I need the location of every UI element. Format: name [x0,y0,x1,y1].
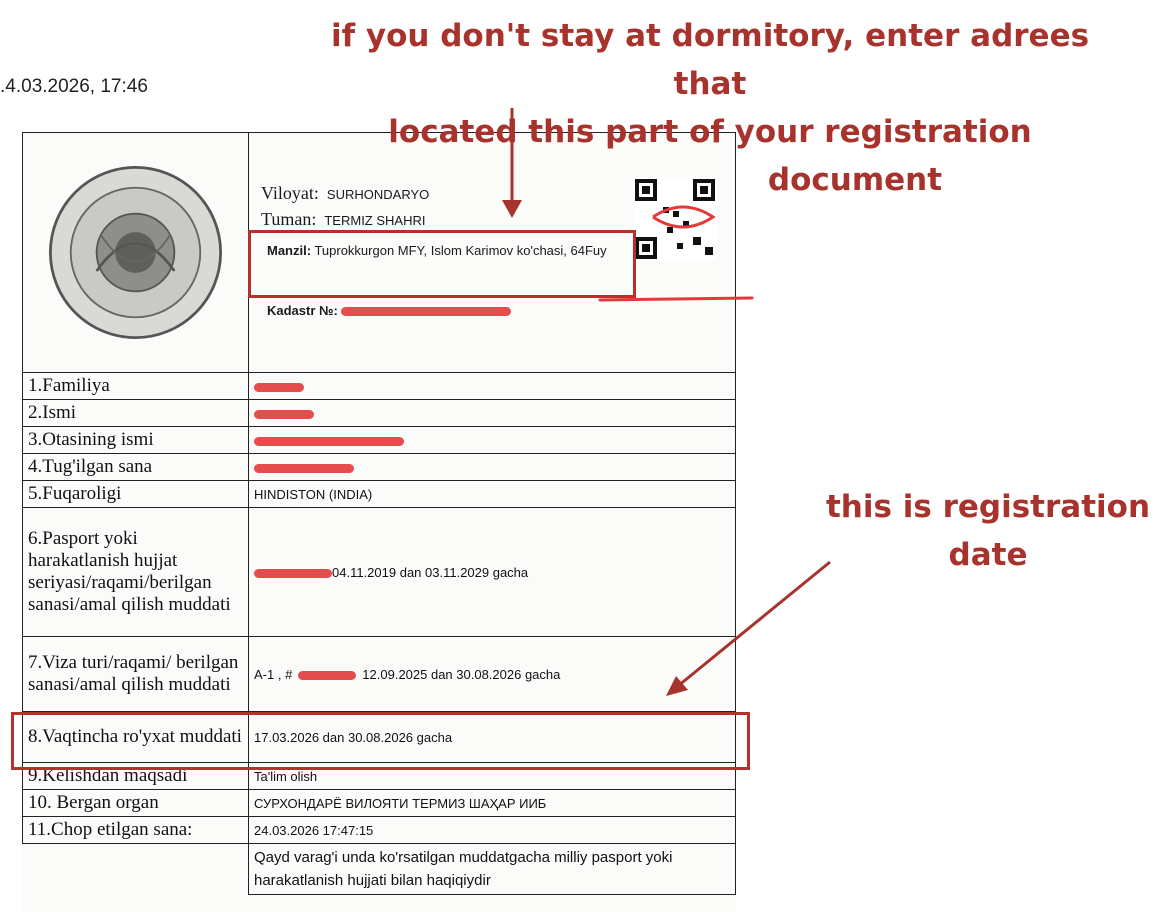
row-value: Ta'lim olish [249,763,736,790]
arrow-down-icon [502,108,522,218]
row-value: HINDISTON (INDIA) [249,481,736,508]
visa-validity: 12.09.2025 dan 30.08.2026 gacha [362,666,561,682]
row-value: 24.03.2026 17:47:15 [249,817,736,844]
kadastr-label: Kadastr №: [267,303,338,318]
viloyat-value: SURHONDARYO [326,187,430,202]
footer-note: Qayd varag'i unda ko'rsatilgan muddatgacha milliy pasport yoki harakatlanish hujjati bilan haqiqiydir [249,844,736,895]
row-label: 8.Vaqtincha ro'yxat muddati [23,712,249,763]
tuman-label: Tuman: [261,209,317,229]
annotation-line: date [948,537,1028,573]
tuman-value: TERMIZ SHAHRI [324,213,426,228]
redaction-mark [600,298,752,300]
manzil-label: Manzil: [267,243,312,258]
viloyat-label: Viloyat: [261,183,319,203]
registration-period: 17.03.2026 dan 30.08.2026 gacha [249,712,736,763]
annotation-line: if you don't stay at dormitory, enter adrees that [330,18,1090,102]
print-timestamp: .4.03.2026, 17:46 [0,76,148,97]
visa-type: A-1 , # [254,666,293,682]
row-label: 5.Fuqaroligi [23,481,249,508]
manzil-value: Tuprokkurgon MFY, Islom Karimov ko'chasi, 64Fuy [314,243,607,258]
row-label: 3.Otasining ismi [23,427,249,454]
row-label: 1.Familiya [23,373,249,400]
row-label: 7.Viza turi/raqami/ berilgan sanasi/amal qilish muddati [23,637,249,712]
passport-validity: 04.11.2019 dan 03.11.2029 gacha [332,564,529,580]
row-label: 2.Ismi [23,400,249,427]
annotation-line: this is registration [825,489,1151,525]
row-label: 10. Bergan organ [23,790,249,817]
arrow-diagonal-icon [666,562,830,696]
row-label: 6.Pasport yoki harakatlanish hujjat seriyasi/raqami/berilgan sanasi/amal qilish muddati [23,508,249,637]
annotation-line: document [767,162,943,198]
row-label: 9.Kelishdan maqsadi [23,763,249,790]
row-value: СУРХОНДАРЁ ВИЛОЯТИ ТЕРМИЗ ШАҲАР ИИБ [249,790,736,817]
row-label: 11.Chop etilgan sana: [23,817,249,844]
row-label: 4.Tug'ilgan sana [23,454,249,481]
annotation-line: located this part of your registration [388,114,1032,150]
